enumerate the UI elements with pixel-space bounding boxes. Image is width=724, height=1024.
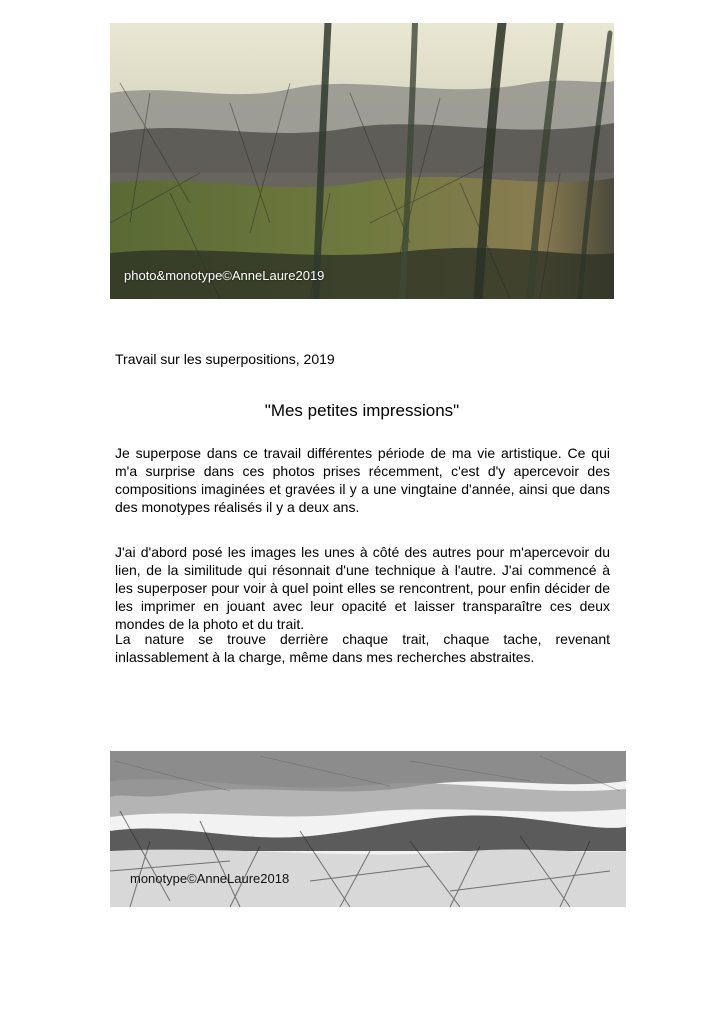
top-image-caption: photo&monotype©AnneLaure2019 (124, 268, 325, 283)
bottom-image-caption: monotype©AnneLaure2018 (130, 871, 290, 886)
paragraph-2: J'ai d'abord posé les images les unes à côté des autres pour m'apercevoir du lien, de la similitude qui résonnait d'une technique à l'autre. J'ai commencé à les superposer pour voir à quel point elles se rencontrent, pour enfin décider de les imprimer en jouant avec leur opacité et laisser transparaître ces deux mondes de la photo et du trait. (115, 544, 610, 632)
monotype-bottom (110, 751, 626, 907)
page-title: "Mes petites impressions" (264, 401, 460, 420)
paragraph-3: La nature se trouve derrière chaque trait, chaque tache, revenant inlassablement à la charge, même dans mes recherches abstraites. (115, 631, 610, 665)
paragraph-1: Je superpose dans ce travail différentes période de ma vie artistique. Ce qui m'a surprise dans ces photos prises récemment, c'est d'y apercevoir des compositions imaginées et gravées il y a une vingtaine d'année, ainsi que dans des monotypes réalisés il y a deux ans. (115, 445, 610, 515)
monotype-photo-top (110, 23, 614, 299)
artwork-top-image (110, 23, 614, 299)
subtitle: Travail sur les superpositions, 2019 (115, 351, 335, 367)
